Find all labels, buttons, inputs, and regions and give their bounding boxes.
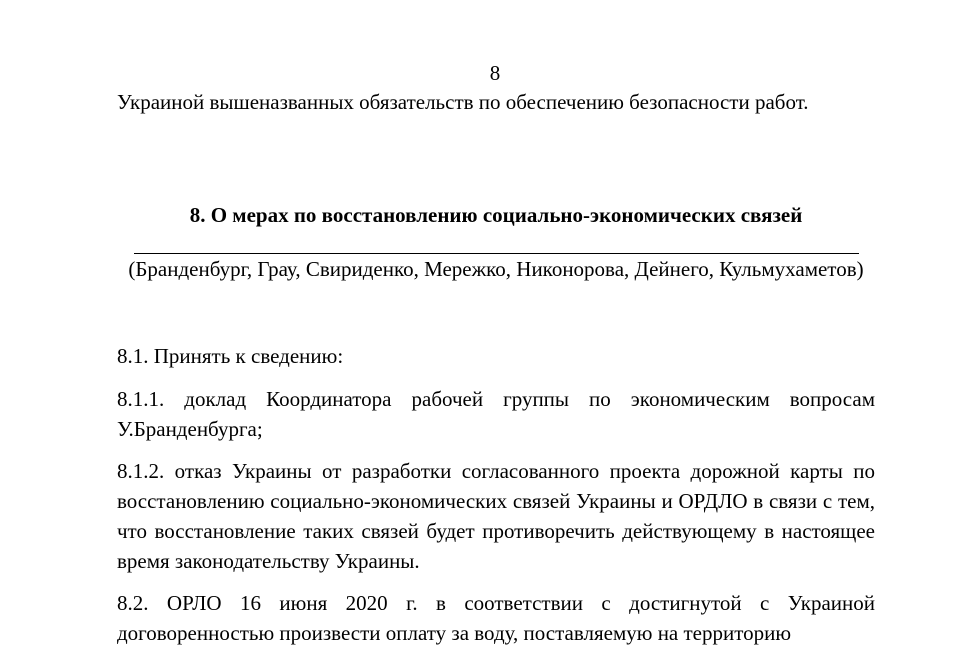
section-heading: 8. О мерах по восстановлению социально-экономических связей bbox=[189, 203, 803, 227]
page-number: 8 bbox=[489, 61, 501, 85]
paragraph-8-1: 8.1. Принять к сведению: bbox=[117, 344, 344, 368]
paragraph-8-2: 8.2. ОРЛО 16 июня 2020 г. в соответствии с достигнутой с Украиной договоренностью произвести оплату за воду, поставляемую на территорию bbox=[117, 591, 875, 645]
continuation-paragraph: Украиной вышеназванных обязательств по обеспечению безопасности работ. bbox=[117, 90, 809, 114]
paragraph-8-1-1: 8.1.1. доклад Координатора рабочей группы по экономическим вопросам У.Бранденбурга; bbox=[117, 387, 875, 441]
heading-divider bbox=[134, 253, 859, 254]
speakers-list: (Бранденбург, Грау, Свириденко, Мережко, Никонорова, Дейнего, Кульмухаметов) bbox=[128, 257, 864, 281]
paragraph-8-1-2: 8.1.2. отказ Украины от разработки согласованного проекта дорожной карты по восстановлению социально-экономических связей Украины и ОРДЛО в связи с тем, что восстановление таких связей будет противоречить действующему в настоящее время законодательству Украины. bbox=[117, 459, 875, 573]
